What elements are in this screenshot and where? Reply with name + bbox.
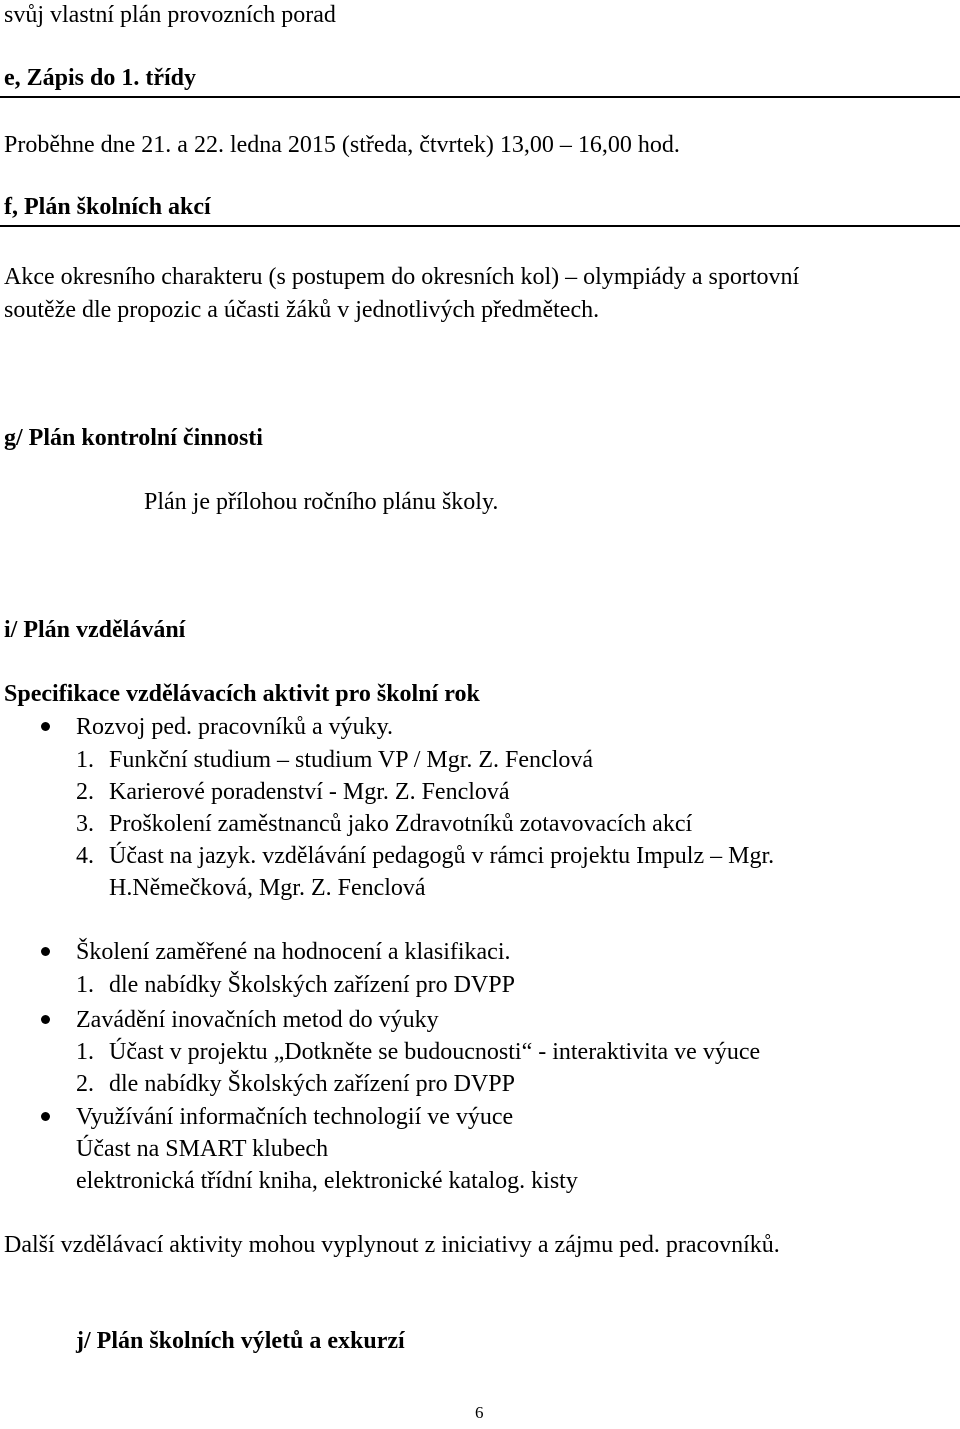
list-number: 1.	[76, 747, 94, 773]
list-number: 2.	[76, 779, 94, 805]
heading-underline	[0, 96, 960, 98]
subheading: Specifikace vzdělávacích aktivit pro školní rok	[4, 681, 480, 707]
section-heading-i: i/ Plán vzdělávání	[4, 617, 186, 643]
section-heading-j: j/ Plán školních výletů a exkurzí	[76, 1328, 405, 1354]
list-item: Proškolení zaměstnanců jako Zdravotníků zotavovacích akcí	[109, 811, 693, 837]
bullet-icon	[41, 947, 50, 956]
list-number: 1.	[76, 1039, 94, 1065]
list-item: Školení zaměřené na hodnocení a klasifikaci.	[76, 939, 511, 965]
list-item: dle nabídky Školských zařízení pro DVPP	[109, 972, 515, 998]
heading-underline	[0, 225, 960, 227]
text-line: svůj vlastní plán provozních porad	[4, 2, 336, 28]
page-number: 6	[475, 1403, 484, 1422]
list-item: Zavádění inovačních metod do výuky	[76, 1007, 439, 1033]
list-number: 4.	[76, 843, 94, 869]
list-item-continuation: H.Němečková, Mgr. Z. Fenclová	[109, 875, 426, 901]
bullet-icon	[41, 1112, 50, 1121]
text-line: Plán je přílohou ročního plánu školy.	[144, 489, 499, 515]
list-number: 2.	[76, 1071, 94, 1097]
list-item: Využívání informačních technologií ve výuce	[76, 1104, 514, 1130]
list-number: 3.	[76, 811, 94, 837]
bullet-icon	[41, 722, 50, 731]
text-line: Proběhne dne 21. a 22. ledna 2015 (středa, čtvrtek) 13,00 – 16,00 hod.	[4, 132, 680, 158]
section-heading-e: e, Zápis do 1. třídy	[4, 65, 197, 91]
list-item: Účast na jazyk. vzdělávání pedagogů v rámci projektu Impulz – Mgr.	[109, 843, 775, 869]
list-item: Karierové poradenství - Mgr. Z. Fenclová	[109, 779, 510, 805]
list-item: Účast na SMART klubech	[76, 1136, 329, 1162]
list-item: elektronická třídní kniha, elektronické katalog. kisty	[76, 1168, 578, 1194]
list-number: 1.	[76, 972, 94, 998]
text-line: Akce okresního charakteru (s postupem do okresních kol) – olympiády a sportovní	[4, 264, 800, 290]
list-item: Účast v projektu „Dotkněte se budoucnosti“ - interaktivita ve výuce	[109, 1039, 761, 1065]
list-item: Funkční studium – studium VP / Mgr. Z. Fenclová	[109, 747, 594, 773]
bullet-icon	[41, 1015, 50, 1024]
text-line: soutěže dle propozic a účasti žáků v jednotlivých předmětech.	[4, 297, 600, 323]
list-item: Rozvoj ped. pracovníků a výuky.	[76, 714, 394, 740]
section-heading-f: f, Plán školních akcí	[4, 194, 211, 220]
list-item: dle nabídky Školských zařízení pro DVPP	[109, 1071, 515, 1097]
text-line: Další vzdělávací aktivity mohou vyplynout z iniciativy a zájmu ped. pracovníků.	[4, 1232, 780, 1258]
section-heading-g: g/ Plán kontrolní činnosti	[4, 425, 263, 451]
